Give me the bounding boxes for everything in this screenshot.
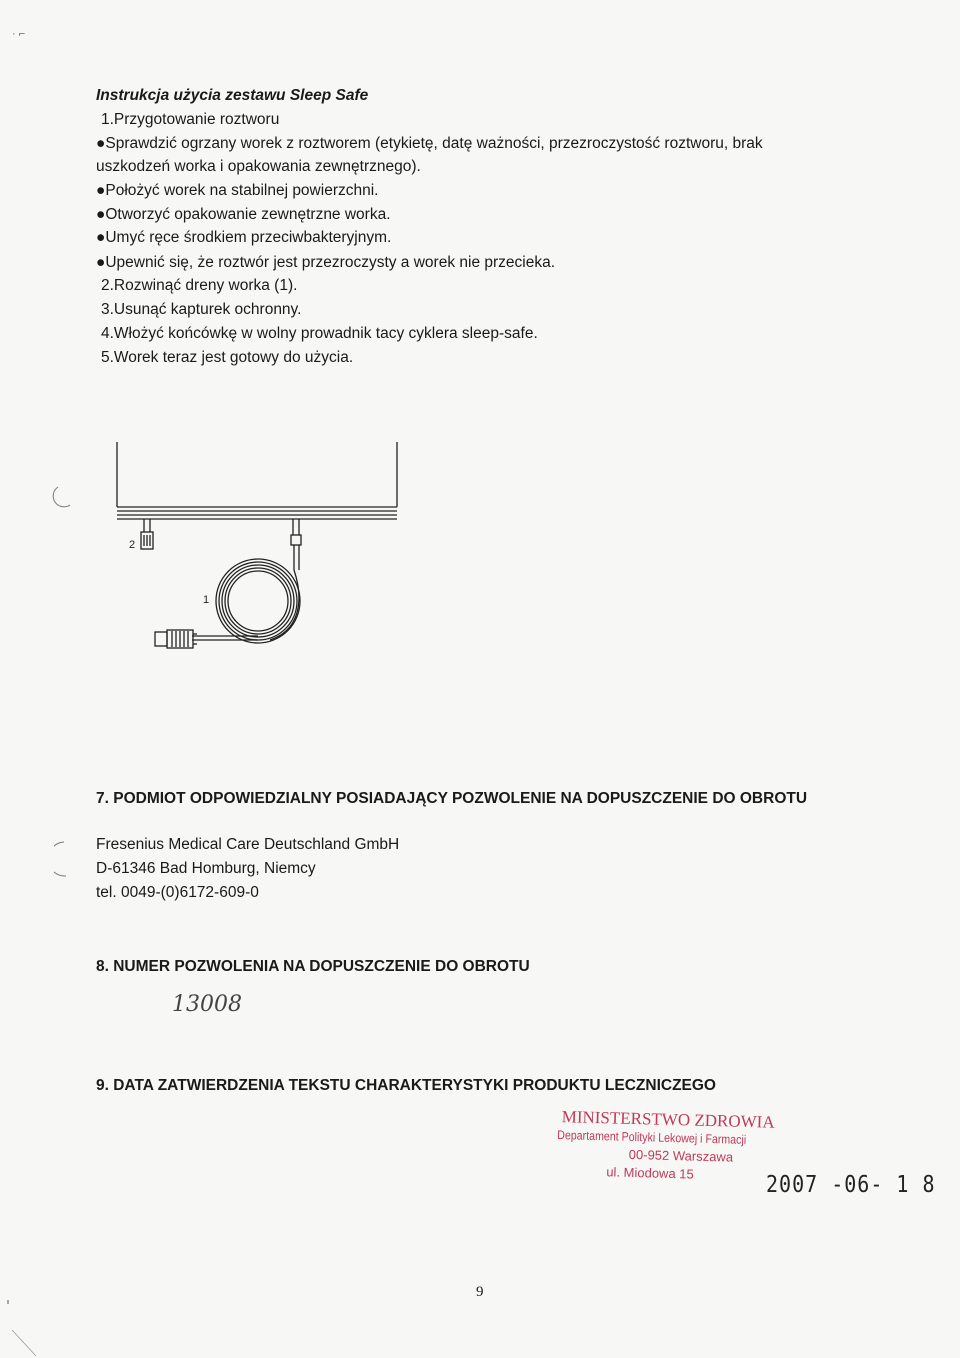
instruction-line: uszkodzeń worka i opakowania zewnętrznego). <box>96 158 421 175</box>
company-phone: tel. 0049-(0)6172-609-0 <box>96 884 259 901</box>
instruction-line: ●Położyć worek na stabilnej powierzchni. <box>96 182 379 199</box>
section9-heading: 9. DATA ZATWIERDZENIA TEKSTU CHARAKTERYSTYKI PRODUKTU LECZNICZEGO <box>96 1077 716 1094</box>
instruction-line: 3.Usunąć kapturek ochronny. <box>101 301 302 318</box>
instruction-line: 2.Rozwinąć dreny worka (1). <box>101 277 298 294</box>
section7-heading: 7. PODMIOT ODPOWIEDZIALNY POSIADAJĄCY POZWOLENIE NA DOPUSZCZENIE DO OBROTU <box>96 790 808 807</box>
instruction-line: 4.Włożyć końcówkę w wolny prowadnik tacy cyklera sleep-safe. <box>101 325 538 342</box>
instruction-line: ●Sprawdzić ogrzany worek z roztworem (etykietę, datę ważności, przezroczystość roztworu, brak <box>96 135 763 152</box>
permit-number-handwritten: 13008 <box>172 992 242 1017</box>
company-address: D-61346 Bad Homburg, Niemcy <box>96 860 316 877</box>
stamp-line-1: MINISTERSTWO ZDROWIA <box>561 1107 775 1132</box>
instruction-line: 1.Przygotowanie roztworu <box>101 111 280 128</box>
instruction-line: ●Umyć ręce środkiem przeciwbakteryjnym. <box>96 229 392 246</box>
page-number: 9 <box>476 1284 484 1300</box>
stamp-line-3: 00-952 Warszawa <box>628 1146 734 1165</box>
instructions-title: Instrukcja użycia zestawu Sleep Safe <box>96 87 369 104</box>
diagram-label-1: 1 <box>203 594 210 606</box>
instruction-line: ●Otworzyć opakowanie zewnętrzne worka. <box>96 206 391 223</box>
edge-arc-mark <box>54 840 74 880</box>
diagram-label-2: 2 <box>129 539 136 551</box>
edge-scribble <box>0 1290 40 1358</box>
approval-date-stamp: 2007 -06- 1 8 <box>766 1170 936 1198</box>
section8-heading: 8. NUMER POZWOLENIA NA DOPUSZCZENIE DO OBROTU <box>96 958 530 975</box>
instruction-line: 5.Worek teraz jest gotowy do użycia. <box>101 349 354 366</box>
instruction-line: ●Upewnić się, że roztwór jest przezroczysty a worek nie przecieka. <box>96 254 556 271</box>
company-name: Fresenius Medical Care Deutschland GmbH <box>96 836 400 853</box>
stamp-line-2: Departament Polityki Lekowej i Farmacji <box>557 1127 747 1147</box>
corner-mark: · ⌐ <box>12 28 26 40</box>
stamp-line-4: ul. Miodowa 15 <box>606 1164 694 1182</box>
